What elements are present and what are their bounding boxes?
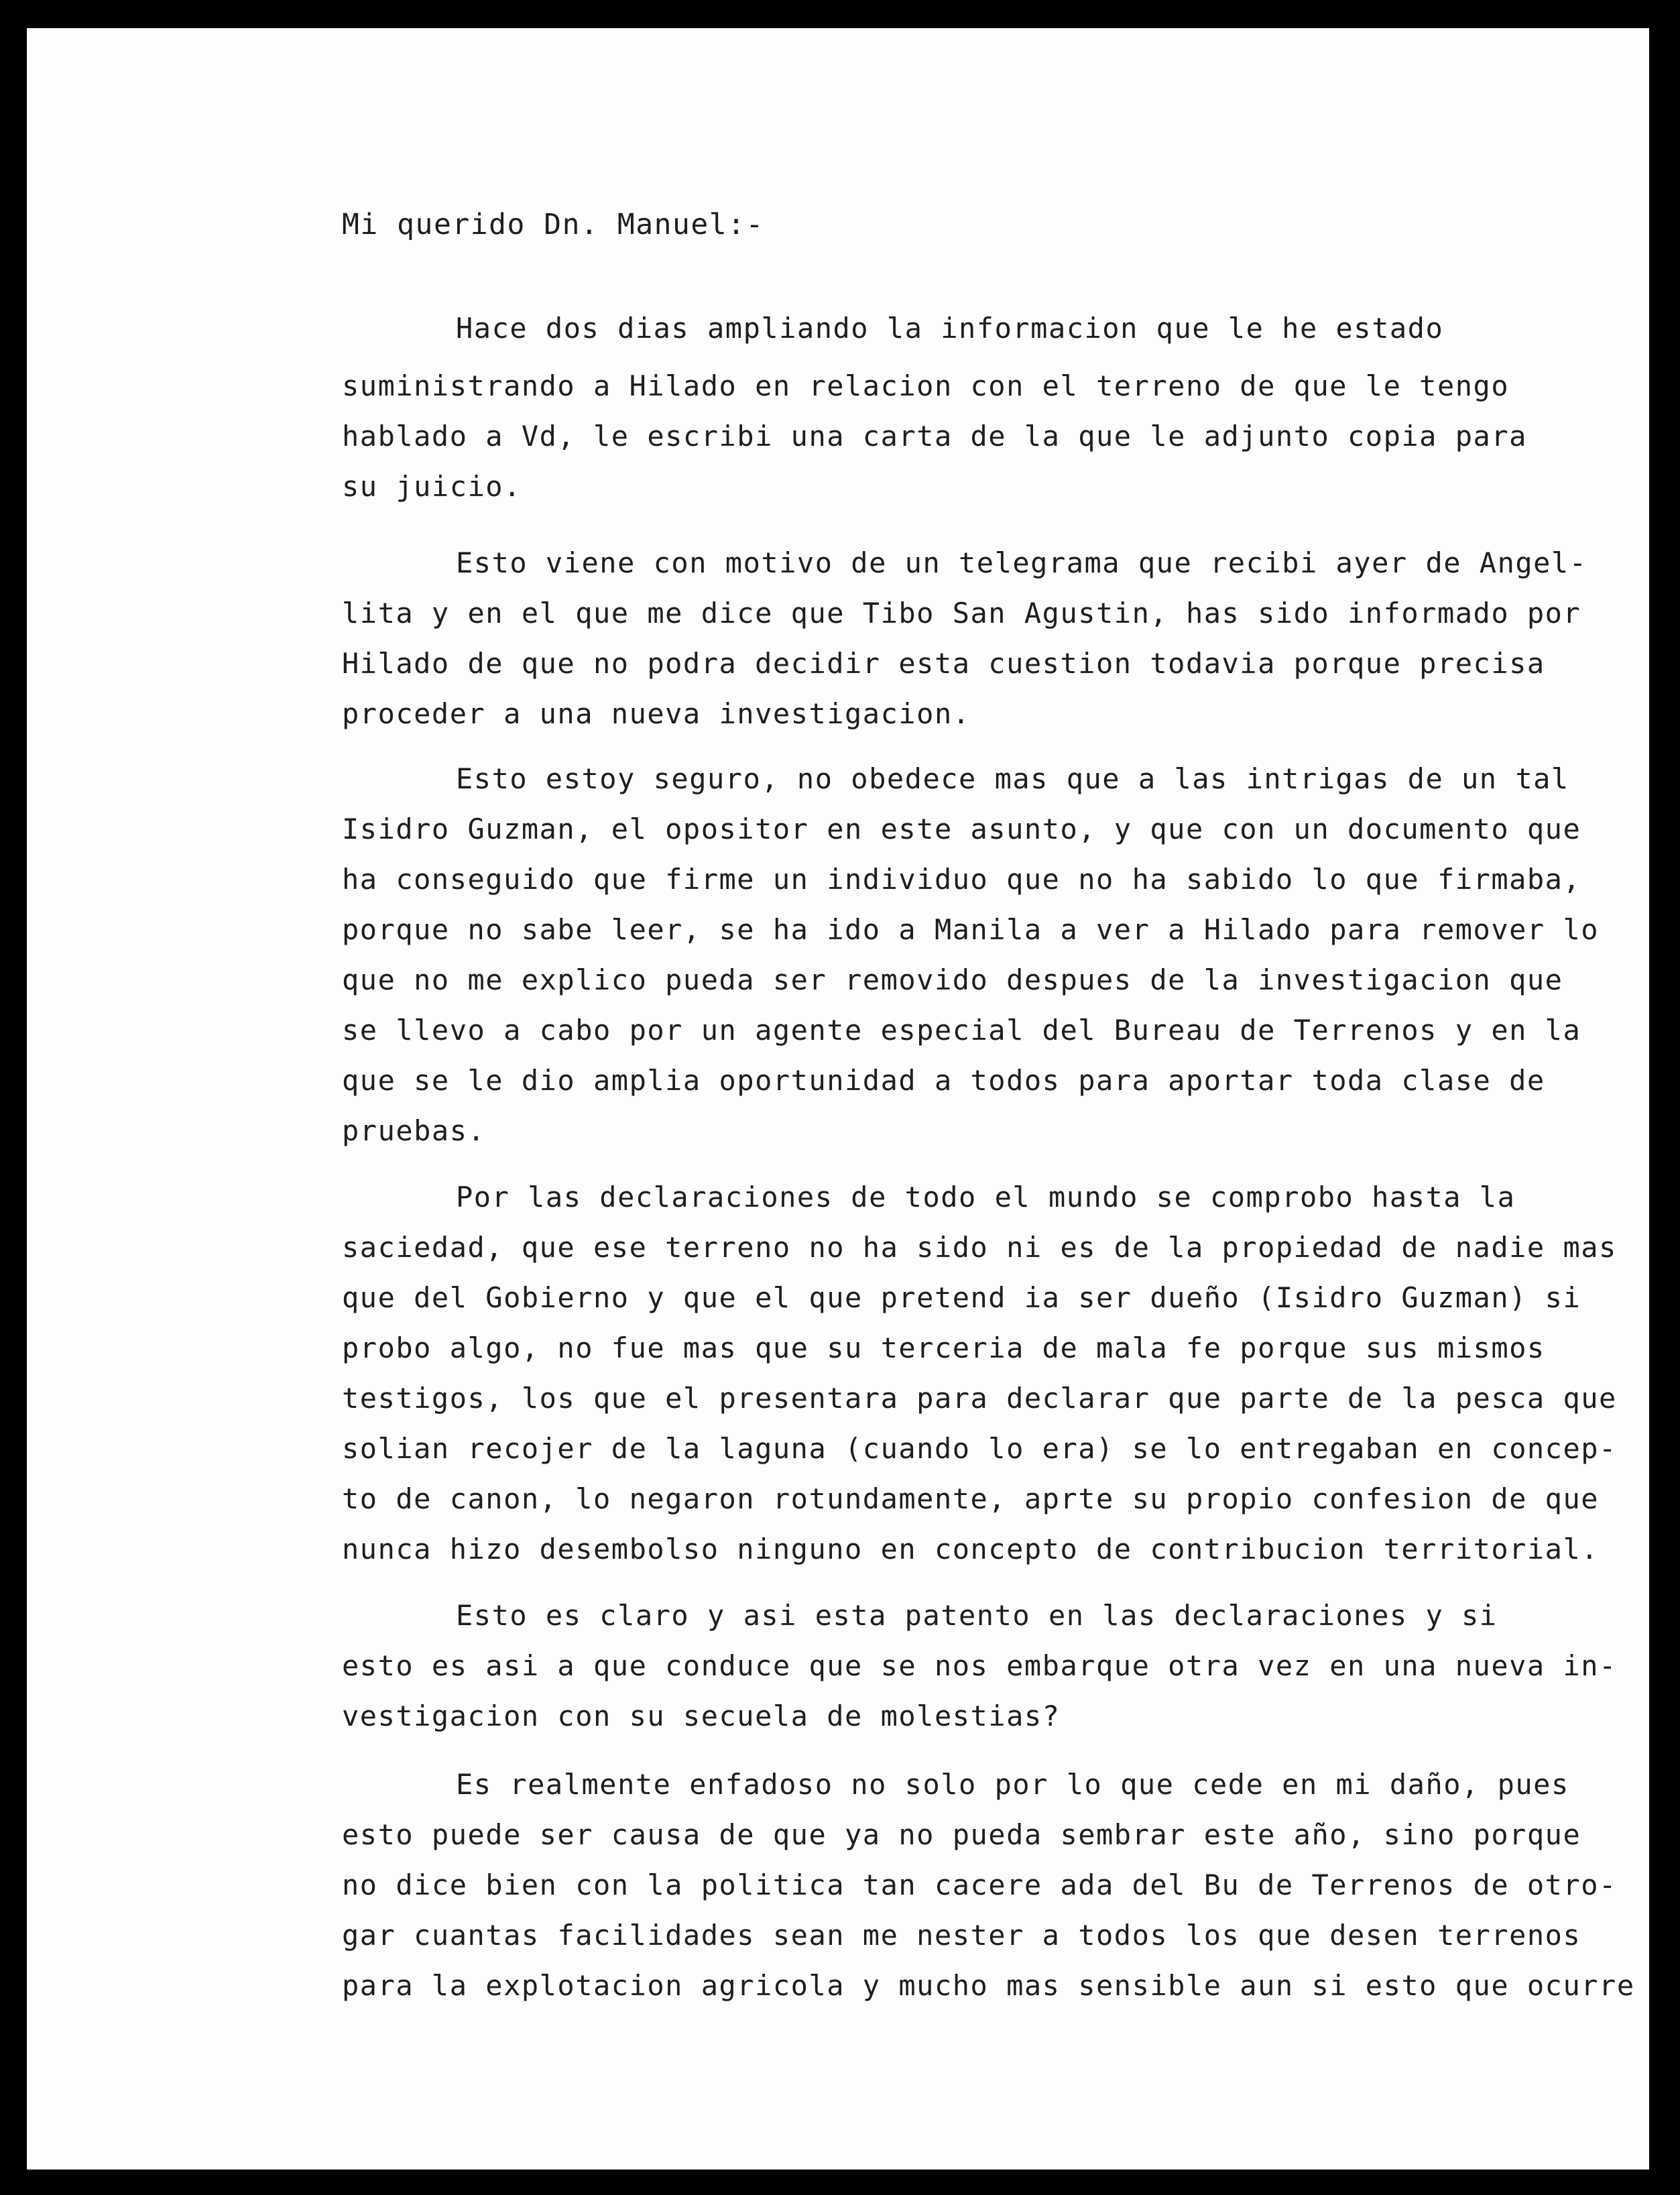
paragraph-4 (342, 1172, 1616, 1574)
paragraph-3 (342, 754, 1616, 1156)
text-line: pruebas. (342, 1114, 486, 1147)
text-line: hablado a Vd, le escribi una carta de la que le adjunto copia para (342, 420, 1527, 453)
text-line: ha conseguido que firme un individuo que no ha sabido lo que firmaba, (342, 863, 1581, 896)
text-line: que del Gobierno y que el que pretend ia ser dueño (Isidro Guzman) si (342, 1281, 1581, 1314)
text-line: Esto viene con motivo de un telegrama que recibi ayer de Angel- (456, 546, 1587, 579)
text-line: esto es asi a que conduce que se nos embarque otra vez en una nueva in- (342, 1649, 1617, 1682)
text-line: solian recojer de la laguna (cuando lo era) se lo entregaban en concep- (342, 1432, 1617, 1465)
text-line: Esto es claro y asi esta patento en las declaraciones y si (456, 1599, 1498, 1632)
text-line: gar cuantas facilidades sean me nester a todos los que desen terrenos (342, 1919, 1581, 1952)
salutation: Mi querido Dn. Manuel:- (342, 208, 764, 241)
text-line: su juicio. (342, 470, 522, 503)
text-line: Es realmente enfadoso no solo por lo que cede en mi daño, pues (456, 1768, 1569, 1801)
text-line: to de canon, lo negaron rotundamente, aprte su propio confesion de que (342, 1482, 1600, 1515)
text-line: Esto estoy seguro, no obedece mas que a las intrigas de un tal (456, 762, 1569, 795)
text-line: que no me explico pueda ser removido despues de la investigacion que (342, 963, 1563, 996)
typewritten-letter (27, 28, 1649, 2170)
paragraph-6 (342, 1759, 1635, 2011)
text-line: Hilado de que no podra decidir esta cuestion todavia porque precisa (342, 647, 1545, 680)
text-line: que se le dio amplia oportunidad a todos para aportar toda clase de (342, 1064, 1545, 1097)
text-line: lita y en el que me dice que Tibo San Agustin, has sido informado por (342, 597, 1581, 630)
text-line: no dice bien con la politica tan cacere ada del Bu de Terrenos de otro- (342, 1868, 1617, 1901)
text-line: Por las declaraciones de todo el mundo se comprobo hasta la (456, 1181, 1516, 1213)
paragraph-5 (342, 1590, 1616, 1741)
paragraph-2 (342, 538, 1616, 739)
text-line: saciedad, que ese terreno no ha sido ni es de la propiedad de nadie mas (342, 1231, 1617, 1264)
text-line: se llevo a cabo por un agente especial del Bureau de Terrenos y en la (342, 1014, 1581, 1047)
text-line: para la explotacion agricola y mucho mas sensible aun si esto que ocurre (342, 1969, 1635, 2002)
text-line: Hace dos dias ampliando la informacion que le he estado (456, 312, 1444, 345)
text-line: proceder a una nueva investigacion. (342, 697, 971, 730)
letter-page (27, 28, 1649, 2170)
text-line: porque no sabe leer, se ha ido a Manila a ver a Hilado para remover lo (342, 913, 1600, 946)
text-line: Isidro Guzman, el opositor en este asunto, y que con un documento que (342, 813, 1581, 845)
text-line: testigos, los que el presentara para declarar que parte de la pesca que (342, 1382, 1617, 1415)
text-line: probo algo, no fue mas que su terceria de mala fe porque sus mismos (342, 1331, 1545, 1364)
text-line: suministrando a Hilado en relacion con el terreno de que le tengo (342, 369, 1510, 402)
text-line: esto puede ser causa de que ya no pueda sembrar este año, sino porque (342, 1818, 1581, 1851)
text-line: nunca hizo desembolso ninguno en concepto de contribucion territorial. (342, 1533, 1600, 1565)
text-line: vestigacion con su secuela de molestias? (342, 1700, 1061, 1732)
paragraph-1 (342, 296, 1616, 512)
